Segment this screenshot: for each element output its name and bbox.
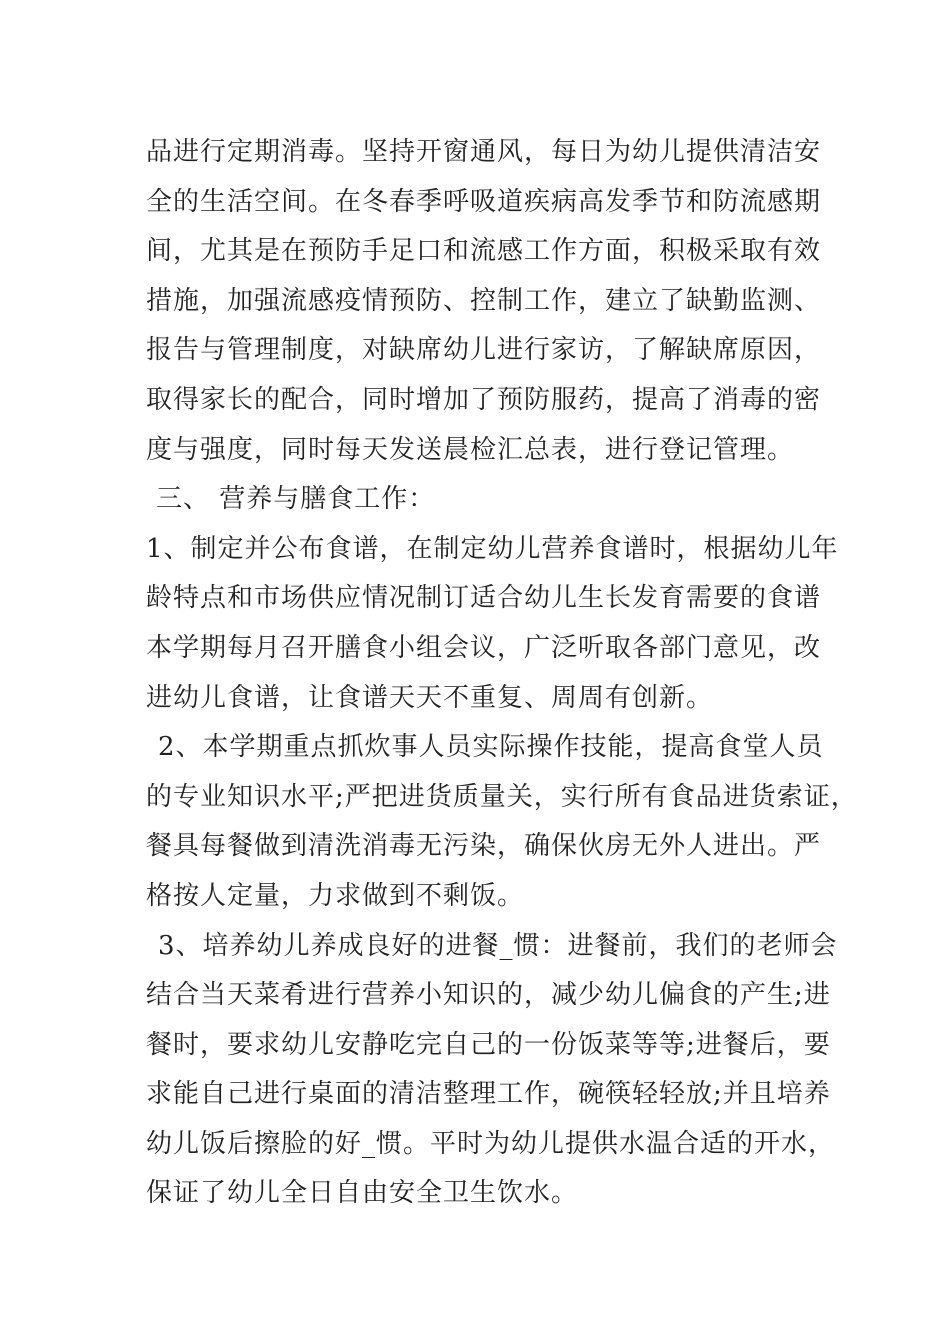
text-line: 2、本学期重点抓炊事人员实际操作技能，提高食堂人员: [158, 732, 824, 763]
text-line: 全的生活空间。在冬春季呼吸道疾病高发季节和防流感期: [146, 186, 822, 217]
text-line: 保证了幼儿全日自由安全卫生饮水。: [146, 1178, 579, 1209]
text-line: 度与强度，同时每天发送晨检汇总表，进行登记管理。: [146, 434, 795, 465]
text-line: 餐具每餐做到清洗消毒无污染，确保伙房无外人进出。严: [146, 831, 822, 862]
text-line: 取得家长的配合，同时增加了预防服药，提高了消毒的密: [146, 384, 822, 415]
text-line: 报告与管理制度，对缺席幼儿进行家访，了解缺席原因，: [146, 335, 822, 366]
section-heading: 三、 营养与膳食工作：: [156, 484, 436, 515]
document-body: [146, 128, 858, 1219]
text-line: 格按人定量，力求做到不剩饭。: [146, 880, 525, 911]
text-line: 幼儿饭后擦脸的好_惯。平时为幼儿提供水温合适的开水，: [146, 1128, 836, 1159]
text-line: 1、制定并公布食谱，在制定幼儿营养食谱时，根据幼儿年: [146, 533, 839, 564]
text-line: 品进行定期消毒。坚持开窗通风，每日为幼儿提供清洁安: [146, 137, 822, 167]
text-line: 间，尤其是在预防手足口和流感工作方面，积极采取有效: [146, 236, 822, 267]
text-line: 的专业知识水平;严把进货质量关，实行所有食品进货索证，: [146, 781, 858, 812]
text-line: 3、培养幼儿养成良好的进餐_惯：进餐前，我们的老师会: [158, 930, 838, 961]
text-line: 餐时，要求幼儿安静吃完自己的一份饭菜等等;进餐后，要: [146, 1029, 831, 1060]
text-line: 本学期每月召开膳食小组会议，广泛听取各部门意见，改: [146, 632, 822, 663]
text-line: 结合当天菜肴进行营养小知识的，减少幼儿偏食的产生;进: [146, 980, 831, 1011]
text-line: 求能自己进行桌面的清洁整理工作，碗筷轻轻放;并且培养: [146, 1079, 831, 1110]
text-line: 龄特点和市场供应情况制订适合幼儿生长发育需要的食谱: [146, 583, 822, 614]
text-line: 措施，加强流感疫情预防、控制工作，建立了缺勤监测、: [146, 285, 822, 316]
text-line: 进幼儿食谱，让食谱天天不重复、周周有创新。: [146, 682, 714, 713]
